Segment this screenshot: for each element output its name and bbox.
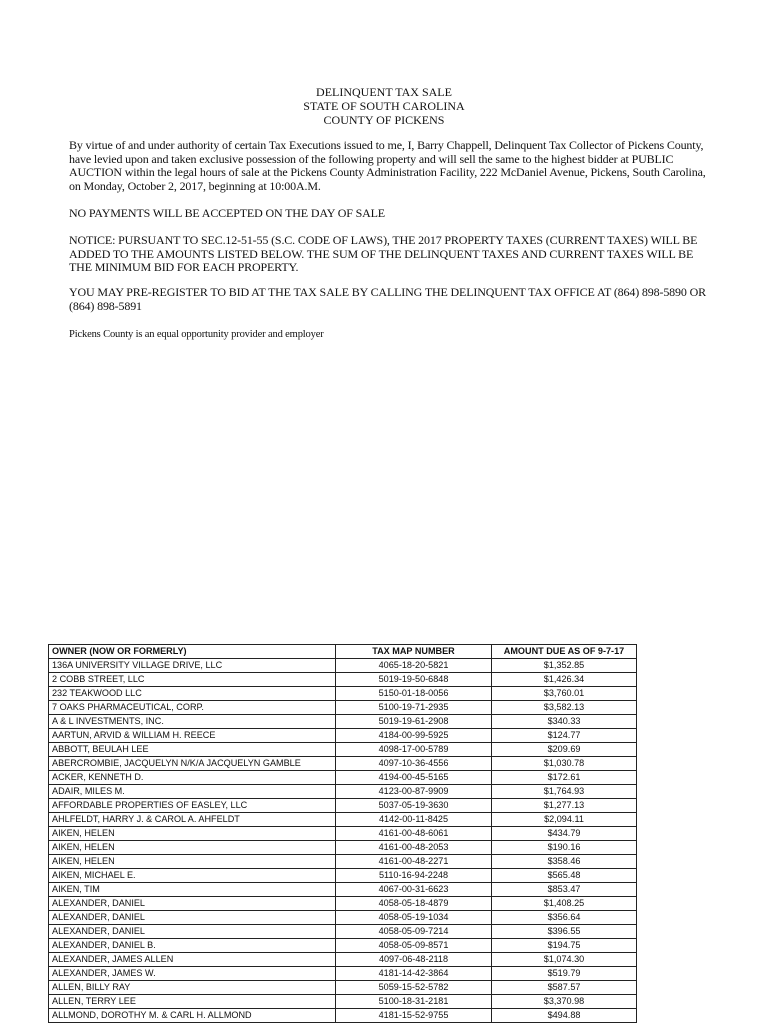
- tax-map-cell: 5100-18-31-2181: [336, 995, 492, 1009]
- statute-notice: NOTICE: PURSUANT TO SEC.12-51-55 (S.C. CODE OF LAWS), THE 2017 PROPERTY TAXES (CURRENT TAXES) WILL BE ADDED TO THE AMOUNTS LISTED BELOW. THE SUM OF THE DELINQUENT TAXES AND CURRENT TAXES WILL BE THE MINIMUM BID FOR EACH PROPERTY.: [69, 233, 698, 275]
- owner-cell: ALEXANDER, DANIEL B.: [49, 939, 336, 953]
- amount-cell: $587.57: [492, 981, 637, 995]
- amount-cell: $434.79: [492, 827, 637, 841]
- table-row: [49, 687, 637, 701]
- table-row: [49, 911, 637, 925]
- tax-map-cell: 4161-00-48-2053: [336, 841, 492, 855]
- tax-map-cell: 4161-00-48-6061: [336, 827, 492, 841]
- table-row: [49, 729, 637, 743]
- amount-cell: $3,370.98: [492, 995, 637, 1009]
- table-row: [49, 1009, 637, 1023]
- table-row: [49, 869, 637, 883]
- table-row: [49, 771, 637, 785]
- table-row: [49, 883, 637, 897]
- tax-map-cell: 4098-17-00-5789: [336, 743, 492, 757]
- owner-cell: ABERCROMBIE, JACQUELYN N/K/A JACQUELYN GAMBLE: [49, 757, 336, 771]
- owner-cell: ALEXANDER, DANIEL: [49, 925, 336, 939]
- owner-cell: ALEXANDER, JAMES W.: [49, 967, 336, 981]
- owner-cell: A & L INVESTMENTS, INC.: [49, 715, 336, 729]
- table-row: [49, 827, 637, 841]
- property-table: [48, 644, 637, 1023]
- preregister-notice: YOU MAY PRE-REGISTER TO BID AT THE TAX SALE BY CALLING THE DELINQUENT TAX OFFICE AT (864) 898-5890 OR (864) 898-5891: [69, 285, 706, 313]
- amount-cell: $356.64: [492, 911, 637, 925]
- amount-cell: $3,582.13: [492, 701, 637, 715]
- owner-cell: 2 COBB STREET, LLC: [49, 673, 336, 687]
- amount-cell: $340.33: [492, 715, 637, 729]
- heading-line-2: STATE OF SOUTH CAROLINA: [303, 99, 465, 113]
- amount-cell: $1,764.93: [492, 785, 637, 799]
- table-row: [49, 953, 637, 967]
- table-row: [49, 743, 637, 757]
- owner-cell: AIKEN, MICHAEL E.: [49, 869, 336, 883]
- table-header-row: [49, 645, 637, 659]
- owner-cell: AIKEN, HELEN: [49, 827, 336, 841]
- tax-map-cell: 4142-00-11-8425: [336, 813, 492, 827]
- tax-map-cell: 5100-19-71-2935: [336, 701, 492, 715]
- table-row: [49, 757, 637, 771]
- heading-line-3: COUNTY OF PICKENS: [323, 113, 445, 127]
- tax-map-cell: 4181-14-42-3864: [336, 967, 492, 981]
- tax-map-cell: 5019-19-61-2908: [336, 715, 492, 729]
- tax-map-cell: 5059-15-52-5782: [336, 981, 492, 995]
- tax-map-cell: 4181-15-52-9755: [336, 1009, 492, 1023]
- tax-map-cell: 4058-05-09-8571: [336, 939, 492, 953]
- amount-cell: $172.61: [492, 771, 637, 785]
- amount-cell: $519.79: [492, 967, 637, 981]
- tax-map-column-header: TAX MAP NUMBER: [336, 645, 492, 659]
- amount-cell: $1,352.85: [492, 659, 637, 673]
- owner-cell: AIKEN, HELEN: [49, 855, 336, 869]
- owner-cell: AFFORDABLE PROPERTIES OF EASLEY, LLC: [49, 799, 336, 813]
- table-row: [49, 939, 637, 953]
- tax-map-cell: 4058-05-19-1034: [336, 911, 492, 925]
- amount-cell: $565.48: [492, 869, 637, 883]
- table-body: [49, 659, 637, 1023]
- amount-cell: $190.16: [492, 841, 637, 855]
- owner-cell: AHLFELDT, HARRY J. & CAROL A. AHFELDT: [49, 813, 336, 827]
- amount-cell: $209.69: [492, 743, 637, 757]
- tax-map-cell: 4067-00-31-6623: [336, 883, 492, 897]
- tax-map-cell: 4184-00-99-5925: [336, 729, 492, 743]
- amount-cell: $853.47: [492, 883, 637, 897]
- tax-map-cell: 4194-00-45-5165: [336, 771, 492, 785]
- intro-paragraph: By virtue of and under authority of certain Tax Executions issued to me, I, Barry Chappell, Delinquent Tax Collector of Pickens County, have levied upon and taken exclusive possession of the following property and will sell the same to the highest bidder at PUBLIC AUCTION within the legal hours of sale at the Pickens County Administration Facility, 222 McDaniel Avenue, Pickens, South Carolina, on Monday, October 2, 2017, beginning at 10:00A.M.: [69, 138, 706, 193]
- table-row: [49, 673, 637, 687]
- owner-cell: ALLEN, BILLY RAY: [49, 981, 336, 995]
- owner-cell: ALEXANDER, DANIEL: [49, 911, 336, 925]
- tax-map-cell: 5037-05-19-3630: [336, 799, 492, 813]
- owner-cell: ALLMOND, DOROTHY M. & CARL H. ALLMOND: [49, 1009, 336, 1023]
- table-row: [49, 701, 637, 715]
- table-row: [49, 981, 637, 995]
- table-row: [49, 995, 637, 1009]
- amount-cell: $494.88: [492, 1009, 637, 1023]
- tax-map-cell: 4123-00-87-9909: [336, 785, 492, 799]
- tax-map-cell: 4058-05-09-7214: [336, 925, 492, 939]
- table-row: [49, 715, 637, 729]
- amount-cell: $1,074.30: [492, 953, 637, 967]
- tax-map-cell: 4161-00-48-2271: [336, 855, 492, 869]
- tax-map-cell: 4058-05-18-4879: [336, 897, 492, 911]
- amount-cell: $1,277.13: [492, 799, 637, 813]
- owner-column-header: OWNER (NOW OR FORMERLY): [49, 645, 336, 659]
- table-row: [49, 813, 637, 827]
- amount-cell: $1,426.34: [492, 673, 637, 687]
- tax-map-cell: 4097-10-36-4556: [336, 757, 492, 771]
- tax-map-cell: 5150-01-18-0056: [336, 687, 492, 701]
- tax-map-cell: 5110-16-94-2248: [336, 869, 492, 883]
- owner-cell: ALEXANDER, JAMES ALLEN: [49, 953, 336, 967]
- owner-cell: 232 TEAKWOOD LLC: [49, 687, 336, 701]
- tax-map-cell: 4065-18-20-5821: [336, 659, 492, 673]
- owner-cell: 136A UNIVERSITY VILLAGE DRIVE, LLC: [49, 659, 336, 673]
- owner-cell: AIKEN, TIM: [49, 883, 336, 897]
- owner-cell: ABBOTT, BEULAH LEE: [49, 743, 336, 757]
- amount-cell: $3,760.01: [492, 687, 637, 701]
- table-row: [49, 785, 637, 799]
- amount-cell: $358.46: [492, 855, 637, 869]
- no-payments-notice: NO PAYMENTS WILL BE ACCEPTED ON THE DAY OF SALE: [69, 206, 385, 220]
- tax-map-cell: 4097-06-48-2118: [336, 953, 492, 967]
- tax-map-cell: 5019-19-50-6848: [336, 673, 492, 687]
- owner-cell: AIKEN, HELEN: [49, 841, 336, 855]
- table-row: [49, 925, 637, 939]
- document-heading: [0, 85, 768, 127]
- owner-cell: ACKER, KENNETH D.: [49, 771, 336, 785]
- table-row: [49, 841, 637, 855]
- equal-opportunity-statement: Pickens County is an equal opportunity provider and employer: [69, 329, 324, 340]
- amount-cell: $1,408.25: [492, 897, 637, 911]
- table-row: [49, 897, 637, 911]
- table-row: [49, 659, 637, 673]
- owner-cell: AARTUN, ARVID & WILLIAM H. REECE: [49, 729, 336, 743]
- amount-cell: $124.77: [492, 729, 637, 743]
- amount-cell: $1,030.78: [492, 757, 637, 771]
- amount-cell: $2,094.11: [492, 813, 637, 827]
- amount-cell: $194.75: [492, 939, 637, 953]
- owner-cell: 7 OAKS PHARMACEUTICAL, CORP.: [49, 701, 336, 715]
- owner-cell: ALLEN, TERRY LEE: [49, 995, 336, 1009]
- table-row: [49, 855, 637, 869]
- table-row: [49, 967, 637, 981]
- owner-cell: ALEXANDER, DANIEL: [49, 897, 336, 911]
- amount-cell: $396.55: [492, 925, 637, 939]
- table-row: [49, 799, 637, 813]
- owner-cell: ADAIR, MILES M.: [49, 785, 336, 799]
- heading-line-1: DELINQUENT TAX SALE: [316, 85, 452, 99]
- amount-column-header: AMOUNT DUE AS OF 9-7-17: [492, 645, 637, 659]
